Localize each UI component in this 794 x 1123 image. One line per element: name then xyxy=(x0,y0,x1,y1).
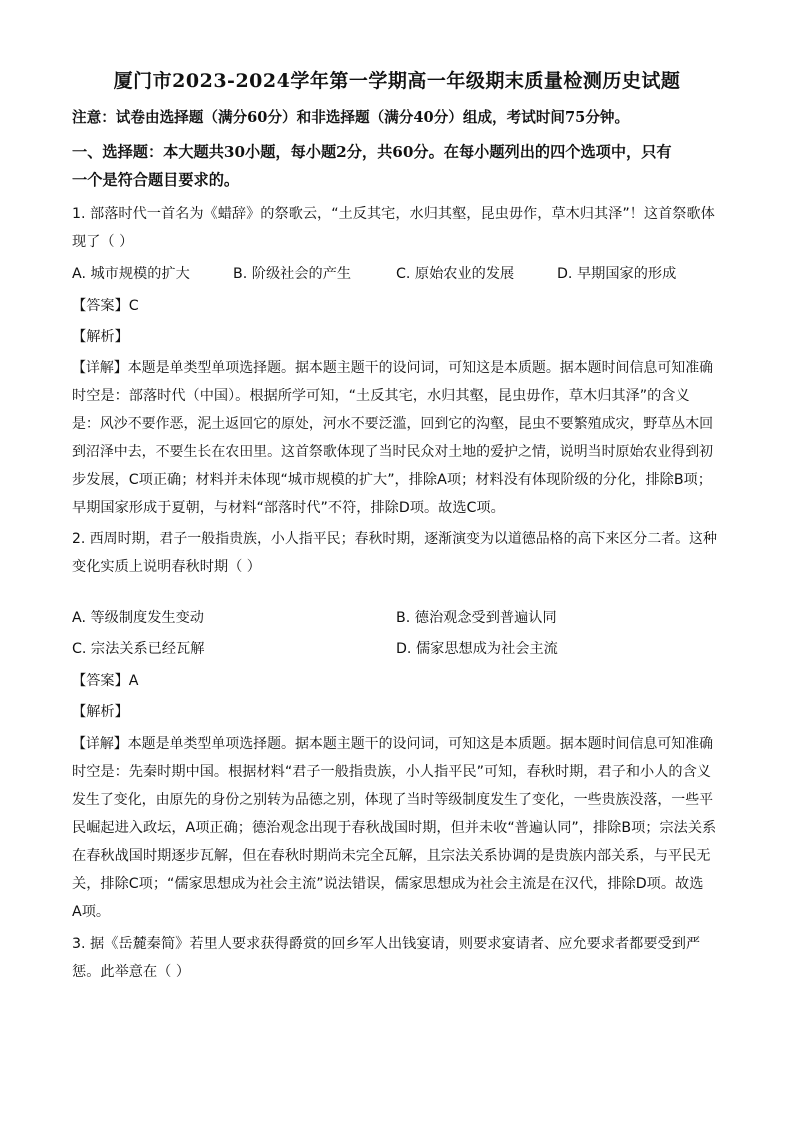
q2-detail-line1: 【详解】本题是单类型单项选择题。据本题主题干的设问词，可知这是本质题。据本题时间信息可知准确 xyxy=(72,736,714,752)
q2-stem-line1: 2. 西周时期，君子一般指贵族，小人指平民；春秋时期，逐渐演变为以道德品格的高下来区分二者。这种 xyxy=(72,531,717,547)
q2-detail-line5: 在春秋战国时期逐步瓦解，但在春秋时期尚未完全瓦解，且宗法关系协调的是贵族内部关系，与平民无 xyxy=(72,848,711,864)
q1-stem-line1: 1. 部落时代一首名为《蜡辞》的祭歌云，“土反其宅，水归其壑，昆虫毋作，草木归其泽”！这首祭歌体 xyxy=(72,206,715,222)
q2-stem-line2: 变化实质上说明春秋时期（ ） xyxy=(72,559,261,575)
q1-detail-line2: 时空是：部落时代（中国）。根据所学可知，“土反其宅，水归其壑，昆虫毋作，草木归其泽”的含义 xyxy=(72,388,690,404)
q2-detail-line4: 民崛起进入政坛，A项正确；德治观念出现于春秋战国时期，但并未收“普遍认同”，排除B项；宗法关系 xyxy=(72,820,717,836)
q1-option-a: A. 城市规模的扩大 xyxy=(72,266,190,282)
q3-stem-line2: 惩。此举意在（ ） xyxy=(72,964,191,980)
q2-option-b: B. 德治观念受到普遍认同 xyxy=(396,610,557,626)
q1-option-c: C. 原始农业的发展 xyxy=(396,266,515,282)
exam-title: 厦门市2023-2024学年第一学期高一年级期末质量检测历史试题 xyxy=(113,70,681,92)
q2-detail-line6: 关，排除C项；“儒家思想成为社会主流”说法错误，儒家思想成为社会主流是在汉代，排除D项。故选 xyxy=(72,876,704,892)
q1-stem-line2: 现了（ ） xyxy=(72,234,134,250)
q1-detail-line4: 到沼泽中去，不要生长在农田里。这首祭歌体现了当时民众对土地的爱护之情，说明当时原始农业得到初 xyxy=(72,444,714,460)
q1-option-b: B. 阶级社会的产生 xyxy=(233,266,352,282)
q1-detail-line1: 【详解】本题是单类型单项选择题。据本题主题干的设问词，可知这是本质题。据本题时间信息可知准确 xyxy=(72,360,714,376)
q2-option-c: C. 宗法关系已经瓦解 xyxy=(72,641,205,657)
q2-answer: 【答案】A xyxy=(72,673,139,689)
exam-notice: 注意：试卷由选择题（满分60分）和非选择题（满分40分）组成，考试时间75分钟。 xyxy=(72,109,630,126)
q2-analysis-label: 【解析】 xyxy=(72,704,129,720)
q3-stem-line1: 3. 据《岳麓秦简》若里人要求获得爵赏的回乡军人出钱宴请，则要求宴请者、应允要求者都要受到严 xyxy=(72,936,701,952)
q2-detail-line7: A项。 xyxy=(72,904,111,920)
q1-detail-line3: 是：风沙不要作恶，泥土返回它的原处，河水不要泛滥，回到它的沟壑，昆虫不要繁殖成灾，野草丛木回 xyxy=(72,416,714,432)
section-heading-line1: 一、选择题：本大题共30小题，每小题2分，共60分。在每小题列出的四个选项中，只有 xyxy=(72,143,672,161)
q1-detail-line6: 早期国家形成于夏朝，与材料“部落时代”不符，排除D项。故选C项。 xyxy=(72,500,505,516)
q1-detail-line5: 步发展，C项正确；材料并未体现“城市规模的扩大”，排除A项；材料没有体现阶级的分化，排除B项； xyxy=(72,472,712,488)
q1-analysis-label: 【解析】 xyxy=(72,329,129,345)
q1-answer: 【答案】C xyxy=(72,298,139,314)
q2-option-d: D. 儒家思想成为社会主流 xyxy=(396,641,558,657)
q2-detail-line3: 发生了变化，由原先的身份之别转为品德之别，体现了当时等级制度发生了变化，一些贵族没落，一些平 xyxy=(72,792,714,808)
q2-detail-line2: 时空是：先秦时期中国。根据材料“君子一般指贵族，小人指平民”可知，春秋时期，君子和小人的含义 xyxy=(72,764,711,780)
section-heading-line2: 一个是符合题目要求的。 xyxy=(72,171,240,189)
q2-option-a: A. 等级制度发生变动 xyxy=(72,610,204,626)
q1-option-d: D. 早期国家的形成 xyxy=(557,266,677,282)
